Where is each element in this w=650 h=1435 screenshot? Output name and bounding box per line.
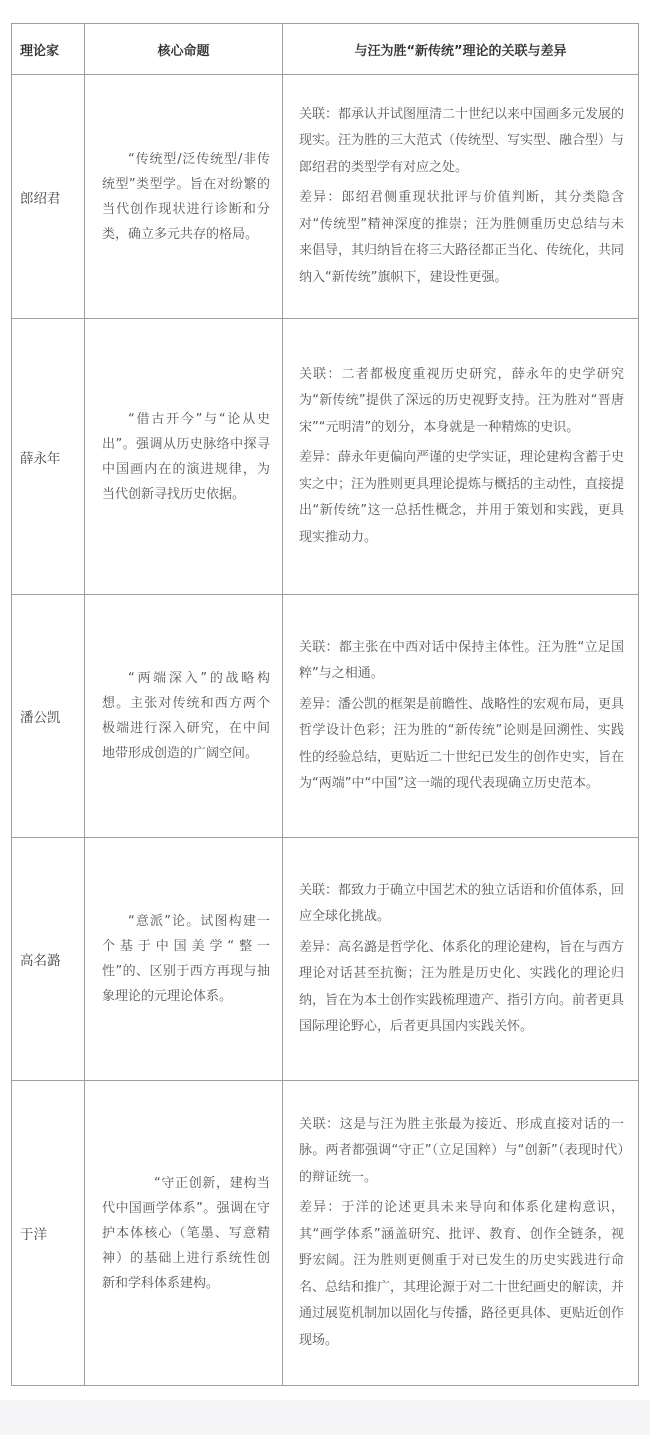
relation-difference-cell <box>283 1081 639 1386</box>
difference-text: 差异：薛永年更偏向严谨的史学实证，理论建构含蓄于史实之中；汪为胜则更具理论提炼与概括的主动性，直接提出“新传统”这一总括性概念，并用于策划和实践，更具现实推动力。 <box>299 450 625 545</box>
difference-text: 差异：郎绍君侧重现状批评与价值判断，其分类隐含对“传统型”精神深度的推崇；汪为胜侧重历史总结与未来倡导，其归纳旨在将三大路径都正当化、传统化，共同纳入“新传统”旗帜下，建设性更强。 <box>299 190 625 285</box>
table-row <box>12 319 639 595</box>
theorist-name: 郎绍君 <box>12 75 85 319</box>
relation-text: 关联：都致力于确立中国艺术的独立话语和价值体系，回应全球化挑战。 <box>299 882 625 924</box>
table-row <box>12 1081 639 1386</box>
relation-text: 关联：二者都极度重视历史研究，薛永年的史学研究为“新传统”提供了深远的历史视野支持。汪为胜对“晋唐宋”“元明清”的划分，本身就是一种精炼的史识。 <box>299 366 624 435</box>
relation-difference-cell <box>283 75 639 319</box>
proposition-text: “传统型/泛传统型/非传统型”类型学。旨在对纷繁的当代创作现状进行诊断和分类，确立多元共存的格局。 <box>102 151 270 242</box>
relation-difference-cell <box>283 319 639 595</box>
theorist-name: 高名潞 <box>12 838 85 1081</box>
core-proposition <box>85 75 283 319</box>
table-row <box>12 595 639 838</box>
core-proposition <box>85 1081 283 1386</box>
theorist-name: 潘公凯 <box>12 595 85 838</box>
proposition-text: “意派”论。试图构建一个基于中国美学“整一性”的、区别于西方再现与抽象理论的元理论体系。 <box>102 914 270 1004</box>
proposition-text: “两端深入”的战略构想。主张对传统和西方两个极端进行深入研究，在中间地带形成创造的广阔空间。 <box>102 671 270 761</box>
core-proposition <box>85 838 283 1081</box>
difference-text: 差异：于洋的论述更具未来导向和体系化建构意识，其“画学体系”涵盖研究、批评、教育、创作全链条，视野宏阔。汪为胜则更侧重于对已发生的历史实践进行命名、总结和推广，其理论源于对二十世纪画史的解读，并通过展览机制加以固化与传播，路径更具体、更贴近创作现场。 <box>299 1200 625 1348</box>
core-proposition <box>85 595 283 838</box>
relation-difference-cell <box>283 595 639 838</box>
header-theorist: 理论家 <box>12 24 85 75</box>
core-proposition <box>85 319 283 595</box>
table-row <box>12 838 639 1081</box>
relation-difference-cell <box>283 838 639 1081</box>
theory-comparison-table <box>11 23 639 1386</box>
theorist-name: 薛永年 <box>12 319 85 595</box>
difference-text: 差异：高名潞是哲学化、体系化的理论建构，旨在与西方理论对话甚至抗衡；汪为胜是历史化、实践化的理论归纳，旨在为本土创作实践梳理遗产、指引方向。前者更具国际理论野心，后者更具国内实践关怀。 <box>299 939 625 1034</box>
relation-text: 关联：这是与汪为胜主张最为接近、形成直接对话的一脉。两者都强调“守正”（立足国粹）与“创新”（表现时代）的辩证统一。 <box>299 1116 624 1185</box>
header-relation-difference: 与汪为胜“新传统”理论的关联与差异 <box>283 24 639 75</box>
header-core-proposition: 核心命题 <box>85 24 283 75</box>
proposition-text: “守正创新，建构当代中国画学体系”。强调在守护本体核心（笔墨、写意精神）的基础上进行系统性创新和学科体系建构。 <box>102 1175 270 1291</box>
difference-text: 差异：潘公凯的框架是前瞻性、战略性的宏观布局，更具哲学设计色彩；汪为胜的“新传统”论则是回溯性、实践性的经验总结，更贴近二十世纪已发生的创作史实，旨在为“两端”中“中国”这一端的现代表现确立历史范本。 <box>299 696 625 791</box>
relation-text: 关联：都承认并试图厘清二十世纪以来中国画多元发展的现实。汪为胜的三大范式（传统型、写实型、融合型）与郎绍君的类型学有对应之处。 <box>299 106 625 175</box>
theorist-name: 于洋 <box>12 1081 85 1386</box>
table-row <box>12 75 639 319</box>
relation-text: 关联：都主张在中西对话中保持主体性。汪为胜“立足国粹”与之相通。 <box>299 639 624 681</box>
proposition-text: “借古开今”与“论从史出”。强调从历史脉络中探寻中国画内在的演进规律，为当代创新寻找历史依据。 <box>102 411 270 502</box>
table-header-row <box>12 24 639 75</box>
